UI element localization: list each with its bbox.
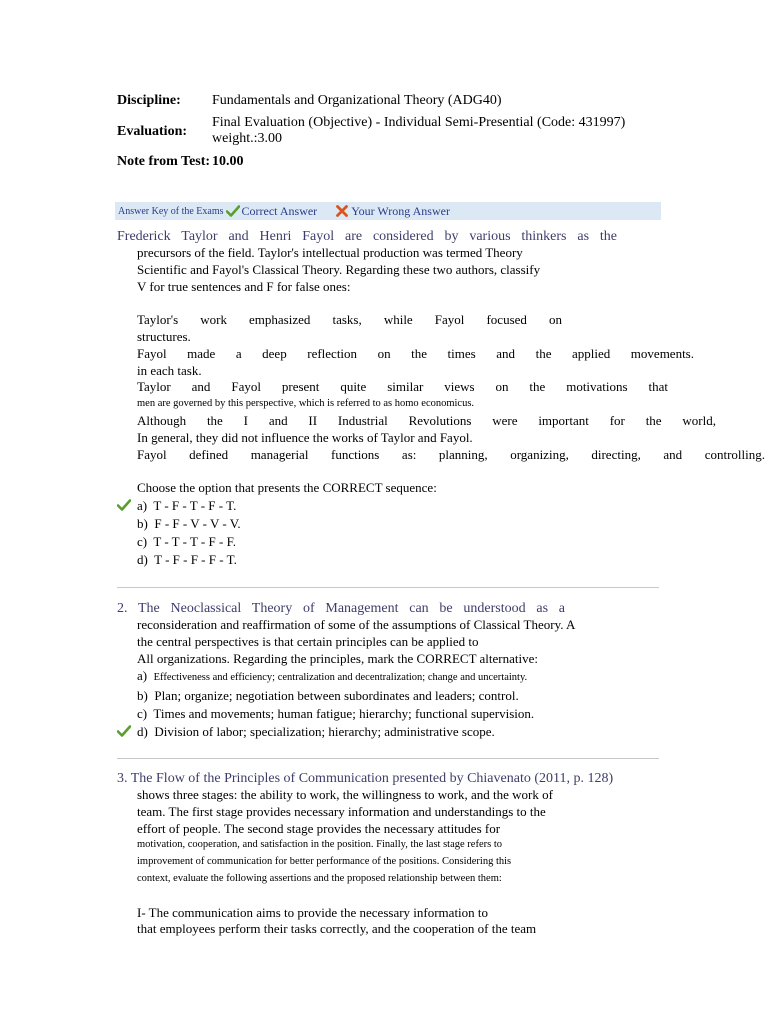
evaluation-label: Evaluation: [117, 123, 188, 139]
legend-correct [224, 204, 318, 219]
question-3-intro-line: improvement of communication for better performance of the positions. Considering this [137, 856, 512, 868]
question-1-intro-line: Scientific and Fayol's Classical Theory. Regarding these two authors, classify [137, 261, 541, 277]
option-text: T - F - F - F - T. [154, 551, 237, 567]
discipline-value: Fundamentals and Organizational Theory (ADG40) [212, 92, 502, 108]
question-2-body [117, 617, 767, 741]
option-text: Division of labor; specialization; hierarchy; administrative scope. [154, 724, 495, 740]
question-1-body [117, 245, 767, 569]
question-2-intro-line: the central perspectives is that certain principles can be applied to [137, 633, 479, 649]
option-b[interactable] [137, 687, 767, 705]
option-text: T - T - T - F - F. [153, 533, 237, 549]
note-row [117, 153, 677, 170]
statement-2-line-2: in each task. [137, 362, 202, 378]
option-d[interactable] [137, 723, 767, 741]
option-text: Plan; organize; negotiation between subordinates and leaders; control. [154, 688, 519, 704]
discipline-row [117, 92, 677, 109]
option-letter: d) [137, 551, 148, 567]
statement-2-line-1: Fayol made a deep reflection on the times and the applied movements. [137, 345, 694, 361]
option-text: T - F - T - F - T. [153, 497, 237, 513]
legend-correct-label: Correct Answer [241, 203, 318, 218]
option-a[interactable] [137, 667, 767, 687]
question-3-body [117, 787, 767, 938]
exam-header [117, 92, 677, 176]
option-d[interactable] [137, 551, 767, 569]
option-letter: b) [137, 515, 148, 531]
x-icon [335, 205, 349, 217]
question-2-intro-line: reconsideration and reaffirmation of some of the assumptions of Classical Theory. A [137, 617, 576, 632]
option-letter: c) [137, 533, 148, 549]
statement-4-line-2: In general, they did not influence the works of Taylor and Fayol. [137, 429, 473, 445]
statement-4-line-1: Although the I and II Industrial Revolutions were important for the world, [137, 412, 716, 428]
evaluation-value-line-2: weight.:3.00 [212, 131, 282, 146]
question-2-title: 2. The Neoclassical Theory of Management can be understood as a [117, 601, 565, 616]
question-3-intro-line: motivation, cooperation, and satisfaction in the position. Finally, the last stage refers to [137, 839, 502, 851]
note-label: Note from Test: [117, 154, 211, 169]
check-icon [117, 499, 131, 511]
check-icon [117, 725, 131, 737]
statement-1-line-1: Taylor's work emphasized tasks, while Fayol focused on [137, 312, 562, 328]
question-3-intro-line: team. The first stage provides necessary information and understandings to the [137, 803, 546, 819]
option-letter: a) [137, 668, 148, 684]
check-icon [226, 205, 240, 217]
question-1-title: Frederick Taylor and Henri Fayol are considered by various thinkers as the [117, 229, 617, 244]
question-2 [117, 600, 767, 741]
option-c[interactable] [137, 705, 767, 723]
statement-3-line-2: men are governed by this perspective, which is referred to as homo economicus. [137, 398, 475, 410]
option-letter: c) [137, 706, 148, 722]
question-1-intro-line: precursors of the field. Taylor's intellectual production was termed Theory [137, 245, 523, 260]
option-text: Times and movements; human fatigue; hierarchy; functional supervision. [153, 706, 535, 722]
legend-wrong [333, 204, 450, 219]
assertion-1-line: I- The communication aims to provide the necessary information to [137, 904, 489, 920]
question-3-title: 3. The Flow of the Principles of Communication presented by Chiavenato (2011, p. 128) [117, 771, 614, 786]
question-1-intro-line: V for true sentences and F for false ones: [137, 278, 351, 294]
option-letter: b) [137, 688, 148, 704]
answer-key-label: Answer Key of the Exams [118, 205, 224, 217]
note-score: 10.00 [212, 153, 244, 169]
option-a[interactable] [137, 497, 767, 515]
note-value [212, 154, 244, 170]
question-3-intro-line: effort of people. The second stage provides the necessary attitudes for [137, 820, 501, 836]
discipline-label: Discipline: [117, 93, 181, 108]
question-divider [117, 587, 659, 588]
statement-1-line-2: structures. [137, 328, 191, 344]
option-letter: a) [137, 497, 148, 513]
option-text: Effectiveness and efficiency; centralization and decentralization; change and uncertainty. [153, 672, 528, 684]
statement-3-line-1: Taylor and Fayol present quite similar views on the motivations that [137, 379, 668, 395]
question-1-prompt: Choose the option that presents the CORRECT sequence: [137, 480, 437, 496]
answer-key-legend [115, 202, 661, 220]
statement-5: Fayol defined managerial functions as: planning, organizing, directing, and controlling. [137, 446, 765, 462]
option-c[interactable] [137, 533, 767, 551]
question-2-intro-line: All organizations. Regarding the principles, mark the CORRECT alternative: [137, 650, 538, 666]
assertion-1-line: that employees perform their tasks correctly, and the cooperation of the team [137, 921, 537, 937]
question-3 [117, 770, 767, 938]
question-divider [117, 758, 659, 759]
option-text: F - F - V - V - V. [154, 515, 241, 531]
evaluation-value-line-1: Final Evaluation (Objective) - Individual Semi-Presential (Code: 431997) [212, 115, 626, 130]
option-b[interactable] [137, 515, 767, 533]
option-letter: d) [137, 724, 148, 740]
question-3-intro-line: context, evaluate the following assertions and the proposed relationship between them: [137, 872, 502, 884]
evaluation-row [117, 115, 677, 147]
question-1 [117, 228, 767, 569]
evaluation-value [212, 115, 625, 147]
legend-wrong-label: Your Wrong Answer [351, 203, 450, 218]
question-3-intro-line: shows three stages: the ability to work, the willingness to work, and the work of [137, 787, 553, 802]
